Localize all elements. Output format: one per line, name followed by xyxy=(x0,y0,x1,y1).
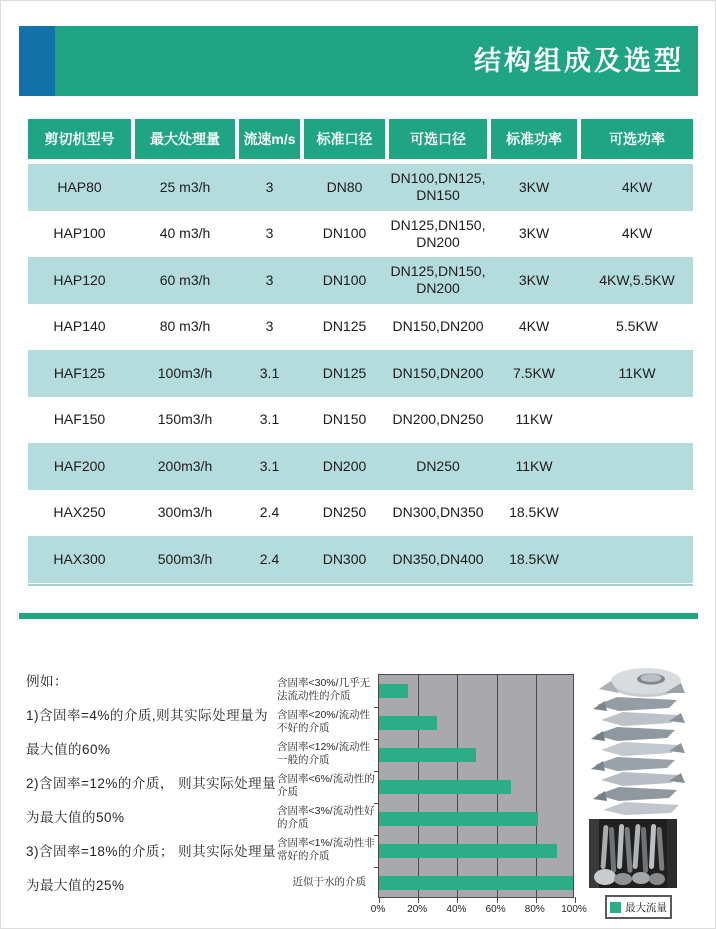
table-cell: 11KW xyxy=(515,457,553,474)
table-cell xyxy=(581,536,693,583)
note-line: 为最大值的25% xyxy=(26,878,125,893)
table-cell: DN350,DN400 xyxy=(392,550,484,567)
table-row xyxy=(28,257,693,304)
column-header: 流速m/s xyxy=(239,119,300,159)
x-axis-label: 60% xyxy=(485,904,506,915)
table-row xyxy=(28,490,693,537)
chart-x-axis xyxy=(370,904,587,918)
y-axis-tick xyxy=(374,803,379,804)
shredder-blades-illustration xyxy=(589,819,677,888)
y-axis-tick xyxy=(374,835,379,836)
x-axis-label: 0% xyxy=(370,904,386,915)
table-cell: DN300 xyxy=(322,550,367,567)
y-axis-tick xyxy=(374,739,379,740)
table-cell: 200m3/h xyxy=(157,457,213,474)
column-header: 剪切机型号 xyxy=(28,119,131,159)
table-cell: 3KW xyxy=(518,225,550,242)
y-axis-tick xyxy=(374,771,379,772)
table-cell: 3.1 xyxy=(259,364,280,381)
table-cell: 4KW xyxy=(621,225,653,242)
table-cell: 4KW xyxy=(518,318,550,335)
note-line: 最大值的60% xyxy=(26,742,111,757)
x-axis-tick xyxy=(379,897,380,903)
table-row xyxy=(28,304,693,351)
spec-table xyxy=(28,119,693,583)
table-header-row xyxy=(28,119,693,159)
note-line: 为最大值的50% xyxy=(26,810,125,825)
section-divider xyxy=(19,613,698,619)
example-notes xyxy=(26,663,284,901)
cutter-blade-stack-illustration xyxy=(589,663,685,817)
x-axis-label: 100% xyxy=(561,904,587,915)
table-cell: 300m3/h xyxy=(157,504,213,521)
table-cell: HAX300 xyxy=(53,550,106,567)
table-cell: HAF150 xyxy=(53,411,106,428)
legend-label: 最大流量 xyxy=(625,901,667,914)
table-cell: 5.5KW xyxy=(615,318,658,335)
table-cell: 3 xyxy=(265,225,274,242)
table-cell: 60 m3/h xyxy=(159,271,211,288)
chart-legend xyxy=(605,895,672,919)
chart-category-label: 含固率<20%/流动性不好的介质 xyxy=(277,709,371,734)
table-cell: HAP80 xyxy=(57,178,102,195)
table-cell: 11KW xyxy=(618,364,656,381)
table-cell: 80 m3/h xyxy=(159,318,211,335)
table-cell: DN150 xyxy=(322,411,367,428)
column-header: 最大处理量 xyxy=(135,119,235,159)
table-cell: 7.5KW xyxy=(512,364,555,381)
table-cell: DN250 xyxy=(322,504,367,521)
x-axis-tick xyxy=(575,897,576,903)
chart-category-label: 含固率<1%/流动性非常好的介质 xyxy=(277,837,375,862)
table-cell: 3 xyxy=(265,271,274,288)
column-header: 可选口径 xyxy=(389,119,487,159)
table-cell xyxy=(581,490,693,537)
table-cell: 150m3/h xyxy=(157,411,213,428)
table-cell: DN125 xyxy=(322,364,367,381)
table-cell: DN125 xyxy=(322,318,367,335)
table-cell: 3KW xyxy=(518,178,550,195)
table-cell: 3 xyxy=(265,178,274,195)
table-cell: 500m3/h xyxy=(157,550,213,567)
table-cell: 4KW,5.5KW xyxy=(599,271,675,288)
gridline xyxy=(536,675,537,897)
table-cell: HAP120 xyxy=(53,271,106,288)
x-axis-label: 40% xyxy=(446,904,467,915)
legend-color-swatch xyxy=(610,902,621,913)
table-body xyxy=(28,164,693,583)
table-cell: DN100 xyxy=(322,271,367,288)
table-cell: DN200,DN250 xyxy=(392,411,484,428)
cutter-blade-stack-photo xyxy=(589,663,685,817)
x-axis-label: 20% xyxy=(407,904,428,915)
table-cell: HAX250 xyxy=(53,504,106,521)
note-line: 例如： xyxy=(26,674,68,689)
table-cell: HAP140 xyxy=(53,318,106,335)
table-cell: 3.1 xyxy=(259,411,280,428)
column-header: 标准功率 xyxy=(491,119,577,159)
table-cell: 2.4 xyxy=(259,504,280,521)
note-line: 3)含固率=18%的介质； 则其实际处理量 xyxy=(26,844,277,859)
table-row xyxy=(28,350,693,397)
y-axis-tick xyxy=(374,707,379,708)
table-cell: 11KW xyxy=(515,411,553,428)
table-bottom-rule xyxy=(28,584,693,586)
x-axis-label: 80% xyxy=(524,904,545,915)
note-line: 2)含固率=12%的介质， 则其实际处理量 xyxy=(26,776,277,791)
page-title: 结构组成及选型 xyxy=(474,46,684,76)
table-row xyxy=(28,443,693,490)
bar-3 xyxy=(379,748,476,762)
table-row xyxy=(28,536,693,583)
bar-4 xyxy=(379,780,511,794)
table-cell xyxy=(581,443,693,490)
table-cell: DN150,DN200 xyxy=(392,318,484,335)
note-line: 1)含固率=4%的介质,则其实际处理量为 xyxy=(26,708,269,723)
column-header: 可选功率 xyxy=(581,119,693,159)
bar-7 xyxy=(379,876,573,890)
table-cell: 18.5KW xyxy=(509,550,559,567)
y-axis-tick xyxy=(374,867,379,868)
chart-category-label: 含固率<3%/流动性好的介质 xyxy=(277,805,375,830)
table-cell: DN125,DN150, DN200 xyxy=(390,216,486,250)
bar-chart-plot xyxy=(378,674,574,898)
chart-category-label: 含固率<6%/流动性的介质 xyxy=(277,773,375,798)
bar-1 xyxy=(379,684,408,698)
table-row xyxy=(28,164,693,211)
table-cell: DN300,DN350 xyxy=(392,504,484,521)
table-cell: 18.5KW xyxy=(509,504,559,521)
banner-blue-accent xyxy=(19,26,55,96)
table-row xyxy=(28,211,693,258)
bar-6 xyxy=(379,844,557,858)
table-cell: HAP100 xyxy=(53,225,106,242)
table-cell: 3KW xyxy=(518,271,550,288)
table-cell: DN125,DN150, DN200 xyxy=(390,263,486,297)
table-cell: DN100 xyxy=(322,225,367,242)
x-axis-tick xyxy=(418,897,419,903)
table-cell: DN200 xyxy=(322,457,367,474)
table-cell: 25 m3/h xyxy=(159,178,211,195)
x-axis-tick xyxy=(536,897,537,903)
table-cell: DN250 xyxy=(416,457,460,474)
bar-2 xyxy=(379,716,437,730)
table-cell xyxy=(581,397,693,444)
table-cell: 4KW xyxy=(621,178,653,195)
table-cell: DN80 xyxy=(326,178,363,195)
chart-category-label: 含固率<30%/几乎无法流动性的介质 xyxy=(277,677,371,702)
table-cell: HAF200 xyxy=(53,457,106,474)
chart-category-label: 含固率<12%/流动性一般的介质 xyxy=(277,741,371,766)
x-axis-tick xyxy=(497,897,498,903)
table-cell: 100m3/h xyxy=(157,364,213,381)
shredder-blades-photo xyxy=(589,819,677,888)
table-cell: DN150,DN200 xyxy=(392,364,484,381)
table-row xyxy=(28,397,693,444)
chart-category-labels xyxy=(277,674,376,898)
table-cell: 40 m3/h xyxy=(159,225,211,242)
chart-category-label: 近似于水的介质 xyxy=(292,875,366,888)
x-axis-tick xyxy=(457,897,458,903)
header-banner xyxy=(19,26,698,96)
table-cell: 3 xyxy=(265,318,274,335)
table-cell: DN100,DN125, DN150 xyxy=(390,170,486,204)
table-cell: HAF125 xyxy=(53,364,106,381)
table-cell: 2.4 xyxy=(259,550,280,567)
table-cell: 3.1 xyxy=(259,457,280,474)
column-header: 标准口径 xyxy=(304,119,385,159)
bar-5 xyxy=(379,812,538,826)
